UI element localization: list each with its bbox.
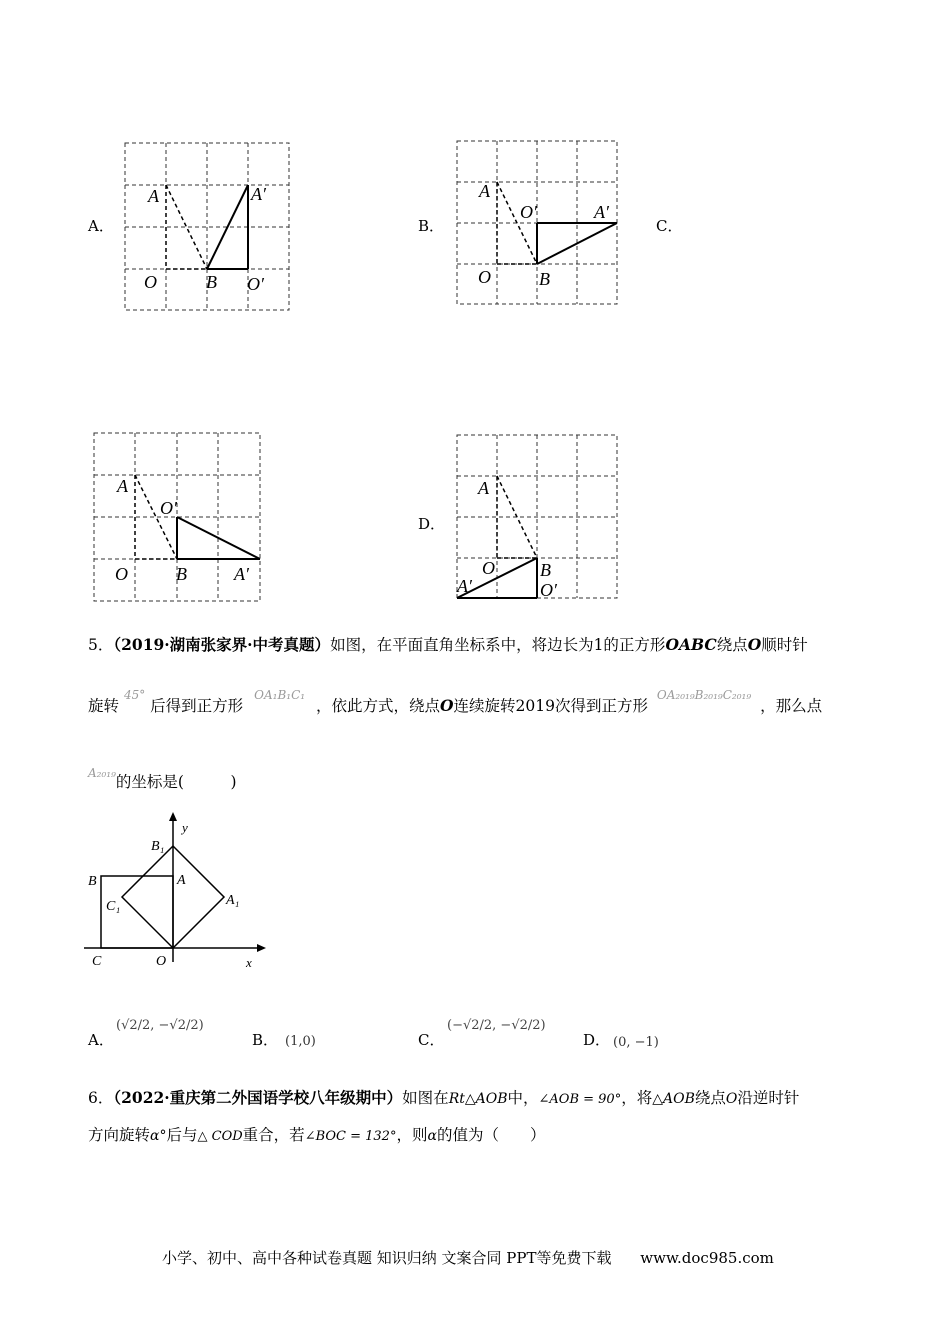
q5-choice-a-value: (√2/2, −√2/2) [116, 1018, 204, 1033]
q5-choice-b-label: B． [252, 1031, 279, 1049]
footer [162, 1247, 774, 1268]
q5-choice-d-value: (0, −1) [613, 1035, 659, 1050]
pt-O: O [156, 954, 167, 969]
option-d-label: D． [418, 515, 446, 533]
pt-A-prime: A′ [594, 202, 609, 222]
q5-choice-c-value: (−√2/2, −√2/2) [447, 1018, 546, 1033]
option-c-label: C． [656, 217, 683, 235]
pt-A1: A₁ [226, 893, 240, 908]
q5-line-2: 旋转 $^{45^\circ}$ 后得到正方形 $^{OA_1B_1C_1}$ ，依此方式，绕点O连续旋转2019次得到正方形 $^{OA_{2019}B_{2019}C_{2019}}$ ，那么点 [88, 688, 823, 715]
q5-number: 5． [88, 636, 114, 654]
pt-B: B [206, 272, 217, 292]
pt-A: A [478, 478, 489, 498]
pt-C: C [92, 954, 102, 969]
pt-A-prime: A′ [251, 184, 266, 204]
q5-line-3: $^{A_{2019}}$的坐标是( ) [88, 766, 237, 791]
pt-A: A [177, 873, 186, 888]
option-a-figure [118, 138, 298, 316]
pt-A: A [148, 186, 159, 206]
pt-O: O [478, 267, 491, 287]
pt-O: O [115, 564, 128, 584]
q6-line-1: 6．（2022·重庆第二外国语学校八年级期中）如图在Rt△AOB中，∠AOB = 90°，将△AOB绕点O沿逆时针 [88, 1088, 800, 1107]
q5-figure [84, 812, 274, 972]
option-d-figure [452, 430, 632, 602]
footer-link[interactable]: www.doc985.com [640, 1249, 774, 1267]
q6-source: （2022·重庆第二外国语学校八年级期中） [113, 1088, 403, 1107]
pt-B: B [539, 269, 550, 289]
pt-O-prime: O′ [160, 498, 177, 518]
q5-choice-d-label: D． [583, 1031, 611, 1049]
axis-y: y [182, 820, 188, 835]
pt-B1: B₁ [151, 839, 165, 854]
q5-line-1: 5．（2019·湖南张家界·中考真题）如图，在平面直角坐标系中，将边长为1的正方形OABC绕点O顺时针 [88, 635, 808, 654]
pt-O-prime: O′ [247, 274, 264, 294]
q6-number: 6． [88, 1089, 114, 1107]
option-b-figure [452, 136, 632, 308]
pt-O: O [482, 558, 495, 578]
pt-B: B [540, 560, 551, 580]
pt-A: A [117, 476, 128, 496]
pt-C1: C₁ [106, 899, 121, 914]
footer-text: 小学、初中、高中各种试卷真题 知识归纳 文案合同 PPT等免费下载 [162, 1249, 612, 1267]
pt-B: B [176, 564, 187, 584]
q6-line-2: 方向旋转α°后与△ COD重合，若∠BOC = 132°，则α的值为（ ） [88, 1126, 546, 1144]
option-a-label: A． [88, 217, 114, 235]
q5-source: （2019·湖南张家界·中考真题） [113, 635, 331, 654]
pt-A-prime: A′ [234, 564, 249, 584]
q5-choice-b-value: (1,0) [285, 1034, 316, 1049]
axis-x: x [246, 955, 252, 970]
option-c-figure [88, 428, 268, 606]
pt-O-prime: O′ [520, 202, 537, 222]
pt-O-prime: O′ [540, 580, 557, 600]
pt-A-prime: A′ [457, 576, 472, 596]
pt-B: B [88, 874, 97, 889]
option-b-label: B． [418, 217, 445, 235]
q5-choice-c-label: C． [418, 1031, 445, 1049]
pt-A: A [479, 181, 490, 201]
q5-choice-a-label: A． [88, 1031, 114, 1049]
pt-O: O [144, 272, 157, 292]
